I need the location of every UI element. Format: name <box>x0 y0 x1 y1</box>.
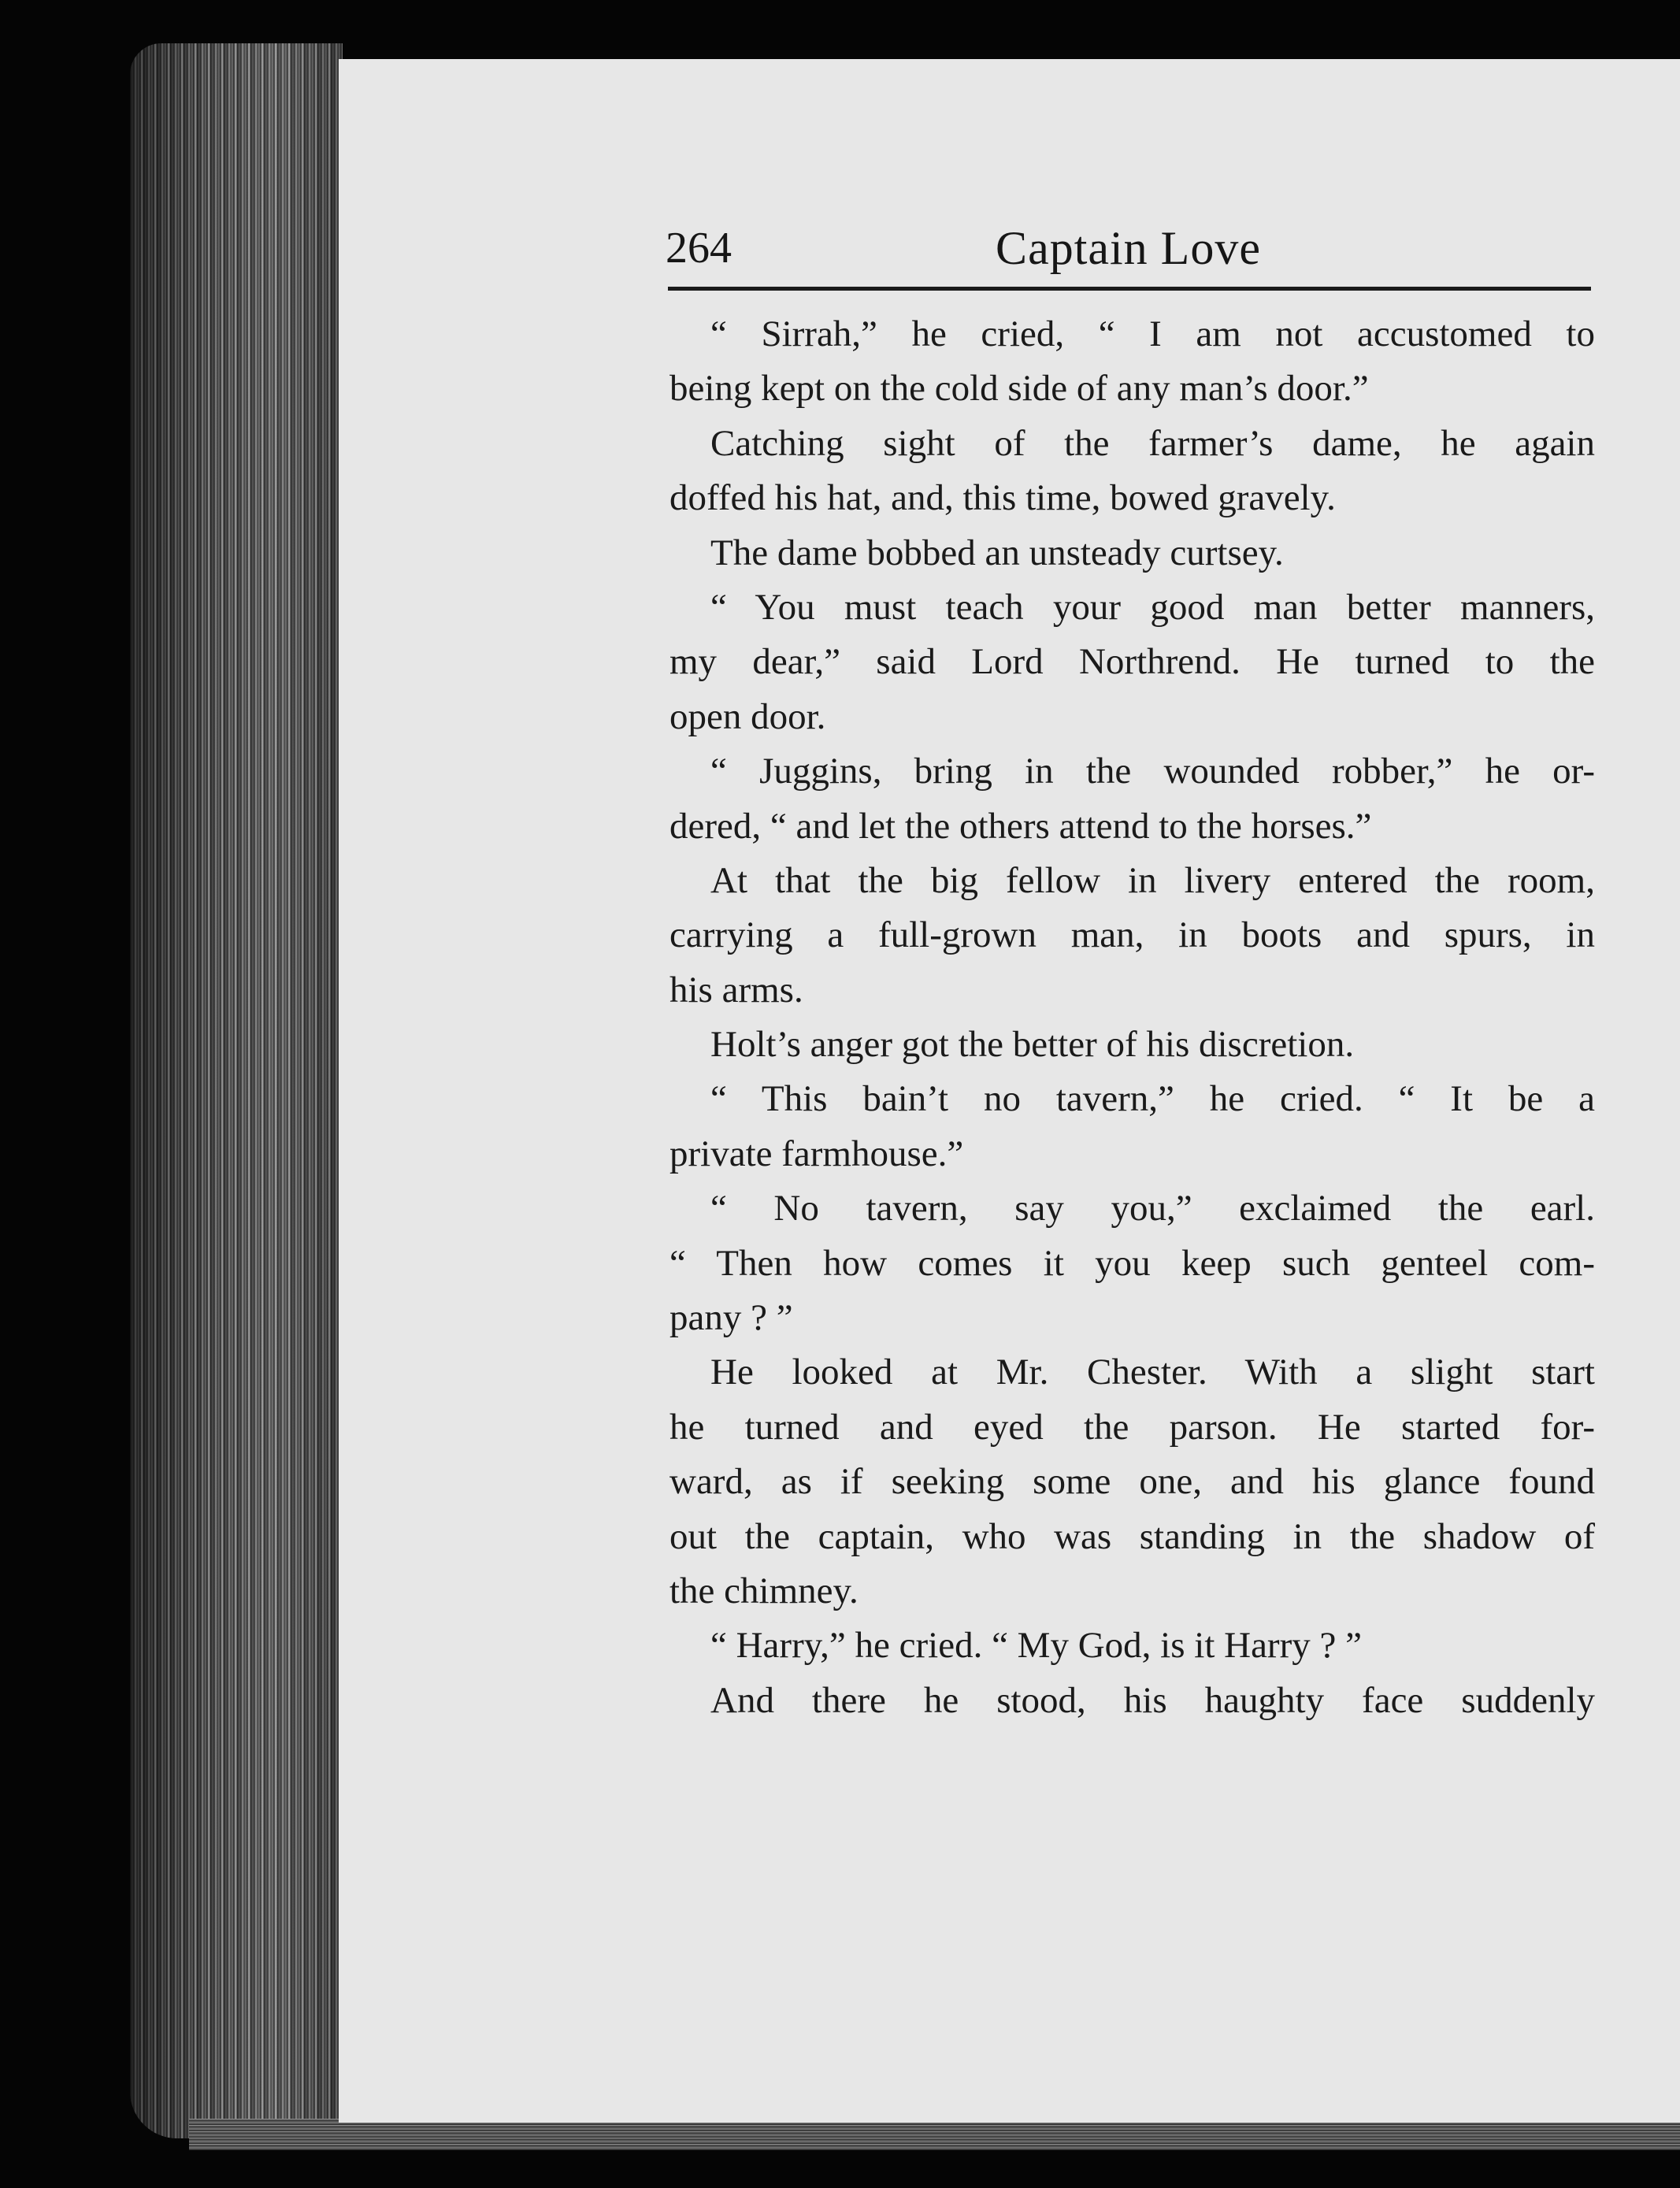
text-line: being kept on the cold side of any man’s door.” <box>669 368 1369 410</box>
text-line: ward, as if seeking some one, and his glance found <box>669 1461 1595 1503</box>
text-line: my dear,” said Lord Northrend. He turned to the <box>669 641 1595 683</box>
text-line: The dame bobbed an unsteady curtsey. <box>710 532 1284 573</box>
text-line: doffed his hat, and, this time, bowed gravely. <box>669 477 1336 519</box>
text-line: And there he stood, his haughty face suddenly <box>710 1679 1595 1721</box>
text-line: open door. <box>669 695 826 737</box>
page-number: 264 <box>666 224 732 273</box>
text-line: dered, “ and let the others attend to the horses.” <box>669 805 1372 847</box>
text-line: He looked at Mr. Chester. With a slight start <box>710 1352 1595 1393</box>
text-line: “ You must teach your good man better manners, <box>710 586 1595 628</box>
page-edges <box>130 43 343 2138</box>
body-text <box>669 307 1595 1728</box>
text-line: the chimney. <box>669 1570 859 1611</box>
text-line: his arms. <box>669 969 803 1011</box>
text-line: private farmhouse.” <box>669 1133 964 1174</box>
text-line: pany ? ” <box>669 1297 793 1339</box>
text-line: Catching sight of the farmer’s dame, he again <box>710 422 1595 464</box>
text-line: “ No tavern, say you,” exclaimed the earl. <box>710 1188 1595 1229</box>
text-line: out the captain, who was standing in the shadow of <box>669 1515 1595 1557</box>
text-line: “ This bain’t no tavern,” he cried. “ It be a <box>710 1078 1595 1120</box>
text-line: “ Sirrah,” he cried, “ I am not accustomed to <box>710 313 1595 354</box>
text-line: carrying a full-grown man, in boots and spurs, in <box>669 914 1595 956</box>
text-line: “ Juggins, bring in the wounded robber,” he or- <box>710 751 1595 792</box>
header-rule <box>668 287 1591 291</box>
text-line: Holt’s anger got the better of his discretion. <box>710 1024 1355 1066</box>
text-line: “ Harry,” he cried. “ My God, is it Harry ? ” <box>710 1625 1362 1667</box>
text-line: “ Then how comes it you keep such genteel com- <box>669 1242 1595 1284</box>
page-header <box>666 217 1591 280</box>
text-line: At that the big fellow in livery entered the room, <box>710 859 1595 901</box>
page-bottom-edge <box>189 2119 1680 2150</box>
running-title: Captain Love <box>996 222 1261 274</box>
text-line: he turned and eyed the parson. He started for- <box>669 1406 1595 1448</box>
